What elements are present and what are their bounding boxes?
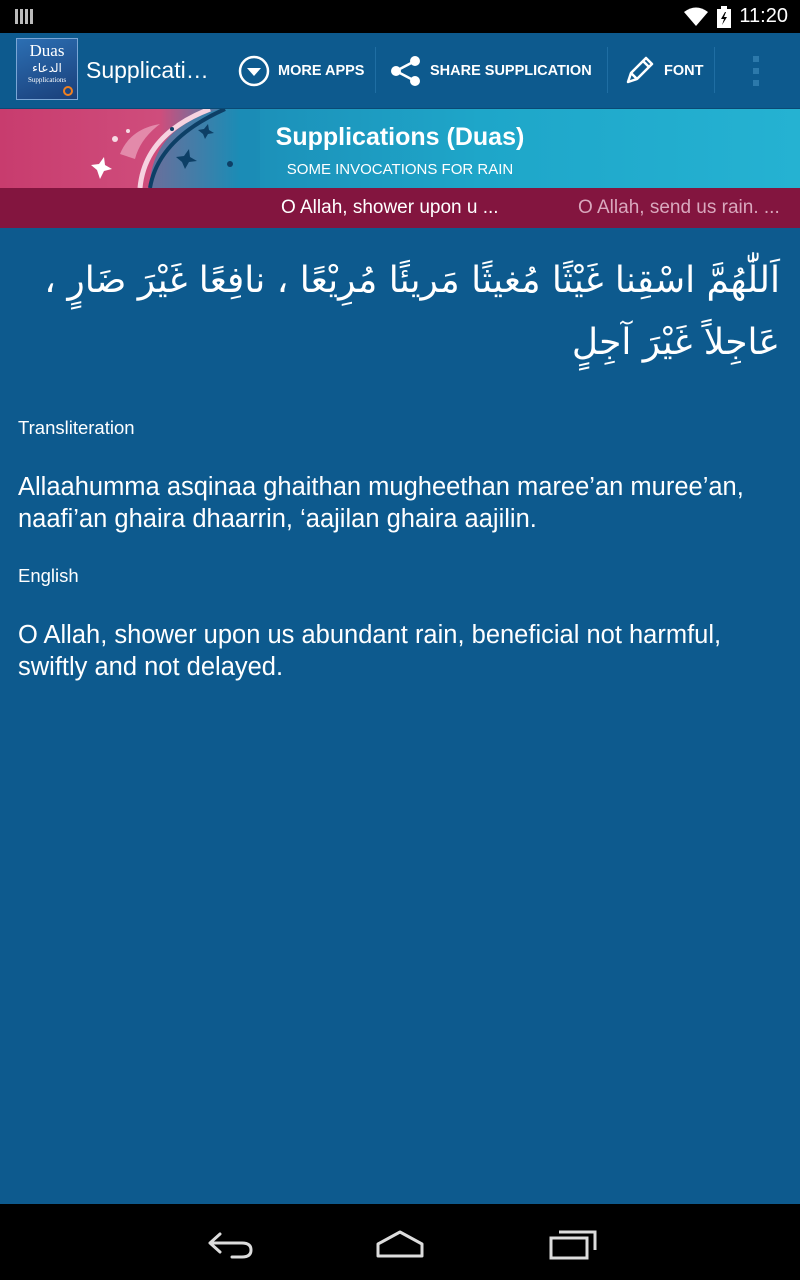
navigation-bar [0, 1204, 800, 1280]
more-apps-label: MORE APPS [278, 62, 365, 79]
ticker-bar[interactable] [0, 188, 800, 228]
transliteration-text: Allaahumma asqinaa ghaithan mugheethan maree’an muree’an, naafi’an ghaira dhaarrin, ‘aajilan ghaira aajilin. [18, 473, 744, 533]
status-bar [0, 0, 800, 33]
more-apps-button[interactable] [238, 33, 364, 108]
english-translation-text: O Allah, shower upon us abundant rain, beneficial not harmful, swiftly and not delayed. [18, 621, 722, 681]
menu-divider [375, 47, 376, 93]
status-time: 11:20 [739, 5, 788, 27]
font-button[interactable] [622, 33, 703, 108]
logo-ring-icon [63, 86, 73, 96]
ticker-item[interactable]: O Allah, shower upon u ... [281, 197, 499, 218]
dua-content [0, 228, 800, 1204]
ticker-item[interactable]: O Allah, send us rain. ... [578, 197, 780, 218]
logo-text-arabic: الدعاء [32, 61, 62, 75]
app-logo[interactable] [16, 38, 78, 100]
transliteration-label: Transliteration [18, 417, 135, 438]
share-supplication-label: SHARE SUPPLICATION [430, 62, 592, 79]
battery-charging-icon [717, 6, 731, 28]
recent-apps-icon[interactable] [545, 1226, 601, 1260]
share-icon [390, 55, 422, 87]
action-bar [0, 33, 800, 109]
banner-title: Supplications (Duas) [275, 123, 525, 151]
menu-divider [714, 47, 715, 93]
share-supplication-button[interactable] [390, 33, 592, 108]
arabic-dua-text: اَللّٰهُمَّ اسْقِنا غَيْثًا مُغيثًا مَريئًا مُرِيْعًا ، نافِعًا غَيْرَ ضَارٍ ، عَاجِلاً غَيْرَ آجِلٍ [44, 260, 780, 363]
signal-bars-icon [15, 7, 33, 25]
logo-text-duas: Duas [29, 41, 65, 60]
overflow-menu-icon[interactable] [748, 53, 764, 89]
home-icon[interactable] [372, 1226, 428, 1260]
wifi-icon [683, 7, 709, 27]
header-banner [0, 109, 800, 188]
logo-text-supplications: Supplications [27, 76, 67, 84]
pencil-icon [622, 54, 656, 88]
chevron-down-circle-icon [238, 55, 270, 87]
font-label: FONT [664, 62, 704, 79]
app-title: Supplicati… [86, 57, 209, 83]
english-label: English [18, 565, 79, 586]
menu-divider [607, 47, 608, 93]
back-icon[interactable] [202, 1226, 258, 1260]
banner-subtitle: SOME INVOCATIONS FOR RAIN [286, 161, 514, 178]
